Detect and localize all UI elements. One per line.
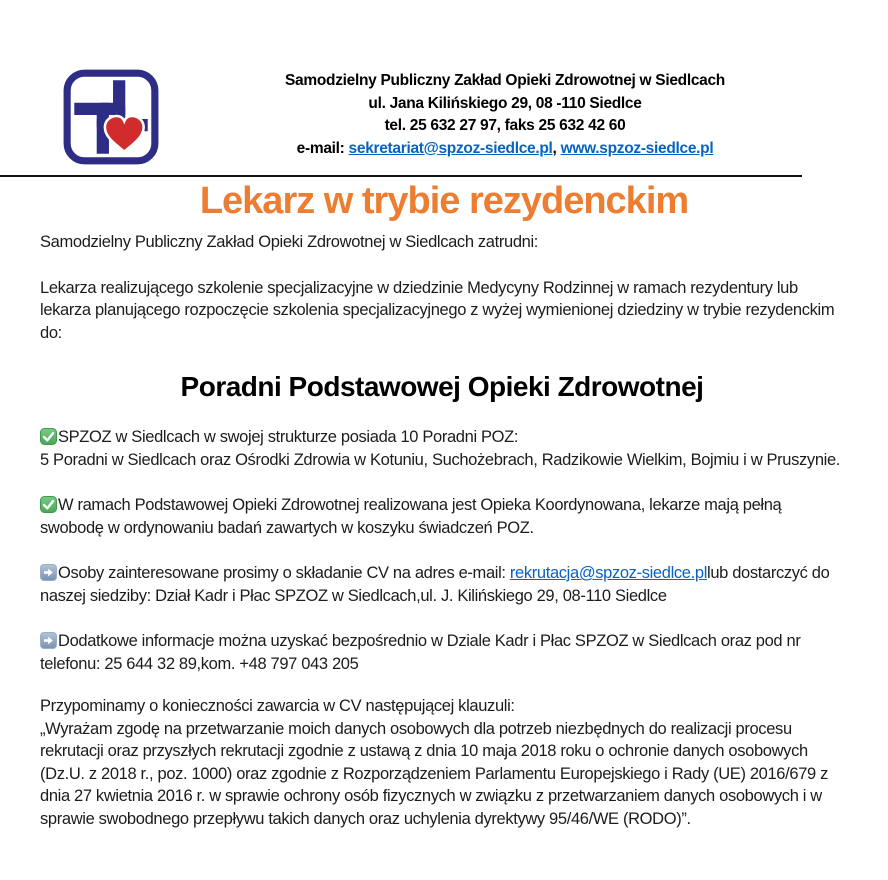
document-header — [0, 0, 888, 176]
bullet-cv-submission — [40, 562, 844, 607]
email-label: e-mail: — [296, 139, 349, 157]
document-body — [40, 231, 844, 830]
arrow-icon — [40, 564, 57, 581]
check-icon — [40, 428, 57, 445]
clause-text: „Wyrażam zgodę na przetwarzanie moich danych osobowych dla potrzeb niezbędnych do realizacji procesu rekrutacji oraz przyszłych rekrutacji zgodnie z ustawą z dnia 10 maja 2018 roku o ochronie danych osobowych (Dz.U. z 2018 r., poz. 1000) oraz zgodnie z Rozporządzeniem Parlamentu Europejskiego i Rady (UE) 2016/679 z dnia 27 kwietnia 2016 r. w sprawie ochrony osób fizycznych w związku z przetwarzaniem danych osobowych i w sprawie swobodnego przepływu takich danych oraz uchylenia dyrektywy 95/46/WE (RODO)”. — [40, 719, 828, 828]
bullet-more-info — [40, 630, 844, 675]
spzoz-logo — [60, 66, 162, 168]
bullet-clinics-line1: SPZOZ w Siedlcach w swojej strukturze posiada 10 Poradni POZ: — [58, 428, 519, 446]
org-address: ul. Jana Kilińskiego 29, 08 -110 Siedlce — [368, 94, 642, 112]
bullet-clinics — [40, 426, 844, 471]
recruitment-email-link[interactable]: rekrutacja@spzoz-siedlce.pl — [509, 564, 708, 582]
description-paragraph: Lekarza realizującego szkolenie specjalizacyjne w dziedzinie Medycyny Rodzinnej w ramach rezydentury lub lekarza planującego rozpoczęcie szkolenia specjalizacyjnego z wyżej wymienionej dziedziny w trybie rezydenckim do: — [40, 278, 835, 342]
section-heading: Poradni Podstawowej Opieki Zdrowotnej — [180, 371, 704, 402]
email-link[interactable]: sekretariat@spzoz-siedlce.pl — [348, 139, 553, 157]
bullet-clinics-line2: 5 Poradni w Siedlcach oraz Ośrodki Zdrowia w Kotuniu, Suchożebrach, Radzikowie Wielkim, Bojmiu i w Pruszynie. — [40, 450, 841, 469]
org-name: Samodzielny Publiczny Zakład Opieki Zdrowotnej w Siedlcach — [285, 72, 725, 89]
header-divider-line — [0, 175, 802, 177]
bullet-more-info-text: Dodatkowe informacje można uzyskać bezpośrednio w Dziale Kadr i Płac SPZOZ w Siedlcach oraz pod nr telefonu: 25 644 32 89,kom. +48 797 043 205 — [40, 632, 801, 673]
clause-intro: Przypominamy o konieczności zawarcia w CV następującej klauzuli: — [40, 697, 515, 715]
rodo-clause-paragraph — [40, 695, 844, 830]
org-phone-fax: tel. 25 632 27 97, faks 25 632 42 60 — [384, 117, 626, 134]
org-email-line — [170, 138, 840, 161]
bullet-coordinated-care — [40, 494, 844, 539]
arrow-icon — [40, 632, 57, 649]
hospital-cross-heart-icon — [60, 66, 162, 168]
website-link[interactable]: www.spzoz-siedlce.pl — [560, 139, 714, 157]
header-contact-block — [170, 70, 840, 160]
bullet-cv-pre: Osoby zainteresowane prosimy o składanie CV na adres e-mail: — [58, 564, 510, 582]
link-separator: , — [552, 139, 561, 157]
intro-paragraph: Samodzielny Publiczny Zakład Opieki Zdrowotnej w Siedlcach zatrudni: — [40, 233, 539, 251]
page-title: Lekarz w trybie rezydenckim — [199, 180, 689, 222]
bullet-coordinated-care-text: W ramach Podstawowej Opieki Zdrowotnej realizowana jest Opieka Koordynowana, lekarze mają pełną swobodę w ordynowaniu badań zawartych w koszyku świadczeń POZ. — [40, 496, 782, 537]
check-icon — [40, 496, 57, 513]
bullet-cv-post: lub dostarczyć do naszej siedziby: Dział Kadr i Płac SPZOZ w Siedlcach,ul. J. Kilińskiego 29, 08-110 Siedlce — [40, 564, 830, 605]
